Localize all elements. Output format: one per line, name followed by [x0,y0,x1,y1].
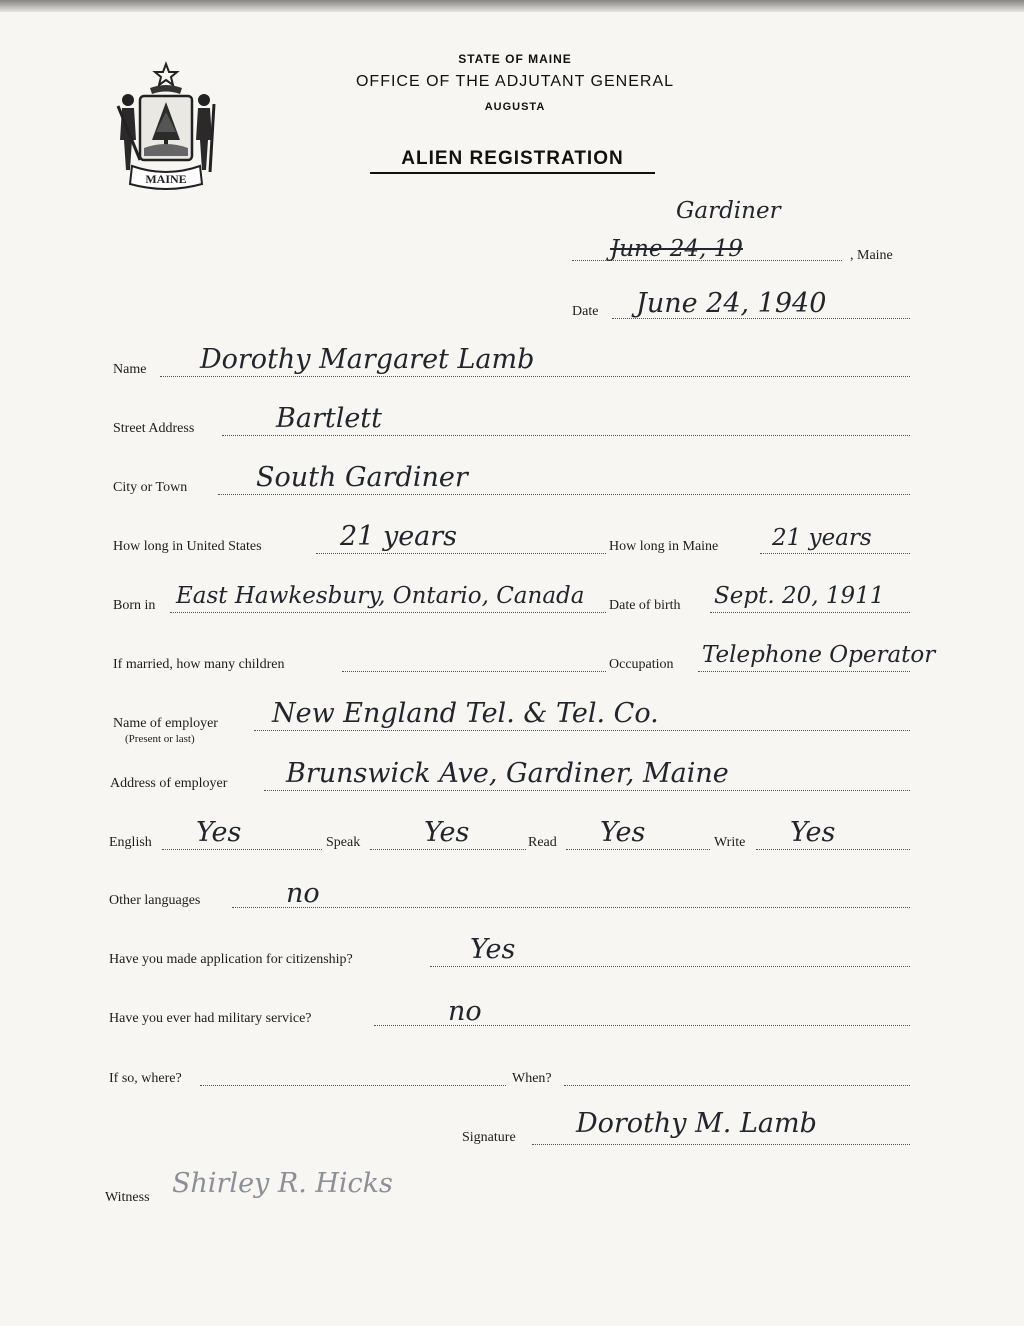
name-label: Name [113,362,147,377]
date-of-birth-value: Sept. 20, 1911 [714,583,885,609]
employer-name-value: New England Tel. & Tel. Co. [272,698,659,729]
speak-value: Yes [424,817,470,848]
married-children-line [342,671,606,672]
write-line [756,849,910,850]
how-long-maine-value: 21 years [772,525,872,551]
occupation-line [698,671,910,672]
speak-label: Speak [326,835,361,850]
scan-edge [0,0,1024,12]
how-long-maine-line [760,553,910,554]
occupation-label: Occupation [609,657,674,672]
date-of-birth-line [710,612,910,613]
date-label: Date [572,304,599,319]
street-address-value: Bartlett [276,403,383,434]
english-label: English [109,835,152,850]
when-label: When? [512,1071,552,1086]
date-of-birth-label: Date of birth [609,598,681,613]
military-value: no [448,996,482,1027]
citizenship-line [430,966,910,967]
name-line [160,376,910,377]
header-state: STATE OF MAINE [458,52,572,66]
other-languages-value: no [286,878,320,909]
how-long-us-label: How long in United States [113,539,262,554]
signature-value: Dorothy M. Lamb [576,1108,817,1139]
born-in-value: East Hawkesbury, Ontario, Canada [176,583,585,609]
name-value: Dorothy Margaret Lamb [200,344,535,375]
employer-address-line [264,790,910,791]
header-office: OFFICE OF THE ADJUTANT GENERAL [355,73,675,90]
if-so-where-label: If so, where? [109,1071,182,1086]
witness-value: Shirley R. Hicks [172,1168,393,1199]
street-address-label: Street Address [113,421,195,436]
write-label: Write [714,835,746,850]
city-value: South Gardiner [256,462,468,493]
form-title: ALIEN REGISTRATION [370,148,655,174]
military-label: Have you ever had military service? [109,1011,312,1026]
signature-line [532,1144,910,1145]
read-value: Yes [600,817,646,848]
employer-note-label: (Present or last) [125,733,195,745]
citizenship-label: Have you made application for citizenship? [109,952,353,967]
maine-label: , Maine [850,248,893,263]
speak-line [370,849,526,850]
crossed-date-value: June 24, 19 [610,236,743,262]
occupation-value: Telephone Operator [702,642,936,668]
city-line [218,494,910,495]
citizenship-value: Yes [470,934,516,965]
other-languages-line [232,907,910,908]
svg-text:MAINE: MAINE [145,172,187,186]
employer-address-label: Address of employer [110,776,228,791]
header-city: AUGUSTA [484,101,546,113]
signature-label: Signature [462,1130,516,1145]
born-in-line [170,612,606,613]
maine-state-seal-icon [110,60,222,190]
born-in-label: Born in [113,598,156,613]
how-long-us-value: 21 years [340,521,458,552]
english-line [162,849,322,850]
employer-address-value: Brunswick Ave, Gardiner, Maine [286,758,729,789]
city-label: City or Town [113,480,188,495]
write-value: Yes [790,817,836,848]
how-long-us-line [316,553,606,554]
read-line [566,849,710,850]
married-children-label: If married, how many children [113,657,285,672]
when-line [564,1085,910,1086]
other-languages-label: Other languages [109,893,201,908]
town-value: Gardiner [676,198,781,224]
employer-name-line [254,730,910,731]
witness-label: Witness [105,1190,150,1205]
english-value: Yes [196,817,242,848]
street-address-line [222,435,910,436]
date-value: June 24, 1940 [636,288,827,319]
employer-name-label: Name of employer [113,716,218,731]
if-so-where-line [200,1085,506,1086]
how-long-maine-label: How long in Maine [609,539,719,554]
read-label: Read [528,835,557,850]
